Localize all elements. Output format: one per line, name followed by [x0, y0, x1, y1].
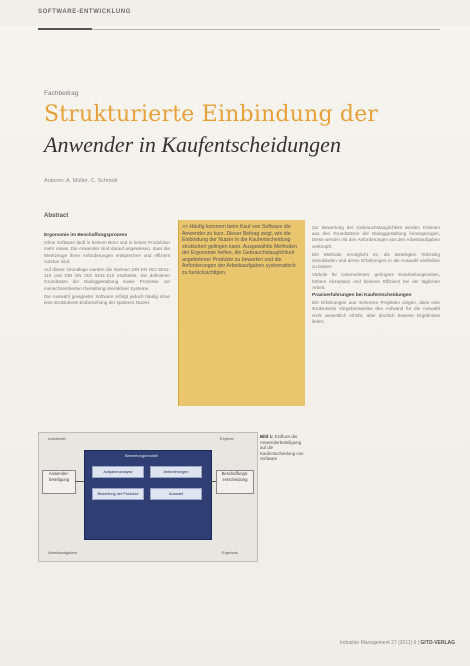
left-paragraph: Ohne Software läuft in keinem Büro und in keiner Produktion mehr etwas. Die Anwender sind darauf angewiesen, dass die Werkzeuge ihren Anforderungen entsprechen und effizient nutzbar sind. — [44, 240, 170, 264]
right-paragraph: Die Methode ermöglicht es, die Beteiligten frühzeitig einzubinden und deren Erfahrungen in die Auswahl einfließen zu lassen. — [312, 251, 440, 270]
right-section-heading: Praxiserfahrungen bei Kaufentscheidungen — [312, 293, 412, 299]
highlight-text: >> Häufig kommen beim Kauf von Software die Anwender zu kurz. Dieser Beitrag zeigt, wie die Einbindung der Nutzer in die Kaufentscheidung strukturiert gelingen kann. Ausgewählte Methoden der Ergonomie helfen, die Gebrauchstauglichkeit angebotener Produkte zu bewerten und die Anforderungen der Arbeitsaufgaben systematisch zu berücksichtigen. — [182, 224, 298, 276]
figure-arrow — [75, 481, 84, 482]
footer-brand: GITO-VERLAG — [420, 640, 456, 646]
title-line1: Strukturierte Einbindung der — [44, 102, 379, 127]
abstract-label: Abstract — [44, 213, 69, 219]
footer-text: Industrie Management 27 (2011) 6 | — [340, 640, 420, 646]
left-column-body — [44, 231, 170, 308]
figure-cell: Aufgabenanalyse — [92, 466, 144, 478]
left-paragraph: Auf dieser Grundlage wurden die Normen DIN EN ISO 9241-110 und DIN EN ISO 9241-210 erarbeitet. Sie definieren Grundsätze der Dialoggestaltung sowie Prozesse zur menschzentrierten Gestaltung interaktiver Systeme. — [44, 267, 170, 291]
header-rule — [38, 29, 440, 30]
figure-caption-number: Bild 1: — [260, 434, 274, 439]
figure-cell: Bewertung der Produkte — [92, 488, 144, 500]
figure-center-header: Bewertungsmodell — [125, 453, 158, 458]
rubric: Fachbeitrag — [44, 90, 79, 97]
figure-caption — [260, 434, 306, 462]
figure-top-right-label: Experte — [220, 436, 234, 441]
left-paragraph: Die Auswahl geeigneter Software erfolgt jedoch häufig ohne eine strukturierte Einbeziehung der späteren Nutzer. — [44, 293, 170, 306]
figure-left-box: Anwender-beteiligung — [42, 470, 76, 494]
right-paragraph: Die Erfahrungen aus mehreren Projekten zeigen, dass eine strukturierte Vorgehensweise den Aufwand für die Auswahl nicht wesentlich erhöht, aber deutlich bessere Ergebnisse liefert. — [312, 300, 440, 324]
figure-caption-text: Einfluss der Anwenderbeteiligung auf die Kaufentscheidung von Software — [260, 434, 304, 461]
authors: Autoren: A. Müller, C. Schmidt — [44, 178, 118, 184]
title-line2: Anwender in Kaufentscheidungen — [44, 132, 341, 157]
figure-cell: Auswahl — [150, 488, 202, 500]
figure-bottom-right-label: Ergebnis — [222, 550, 238, 555]
figure-right-box: Beschaffungs-entscheidung — [216, 470, 254, 494]
right-column — [312, 225, 440, 327]
header-rule-accent — [38, 28, 92, 30]
figure-bottom-left-label: Arbeitsaufgaben — [48, 550, 78, 555]
right-paragraph: Zur Bewertung der Gebrauchstauglichkeit werden Kriterien aus den Grundsätzen der Dialoggestaltung herangezogen. Diese werden mit den Anforderungen aus den Arbeitsaufgaben verknüpft. — [312, 225, 440, 249]
figure-cell: Anforderungen — [150, 466, 202, 478]
figure-top-left-label: Anwender — [48, 436, 67, 441]
section-header: SOFTWARE-ENTWICKLUNG — [38, 9, 131, 15]
left-section-heading: Ergonomie im Beschaffungsprozess — [44, 233, 128, 238]
footer — [340, 640, 455, 646]
right-paragraph: Vorteile für Unternehmen: geringere Einarbeitungszeiten, höhere Akzeptanz und bessere Effizienz bei der täglichen Arbeit. — [312, 272, 440, 290]
